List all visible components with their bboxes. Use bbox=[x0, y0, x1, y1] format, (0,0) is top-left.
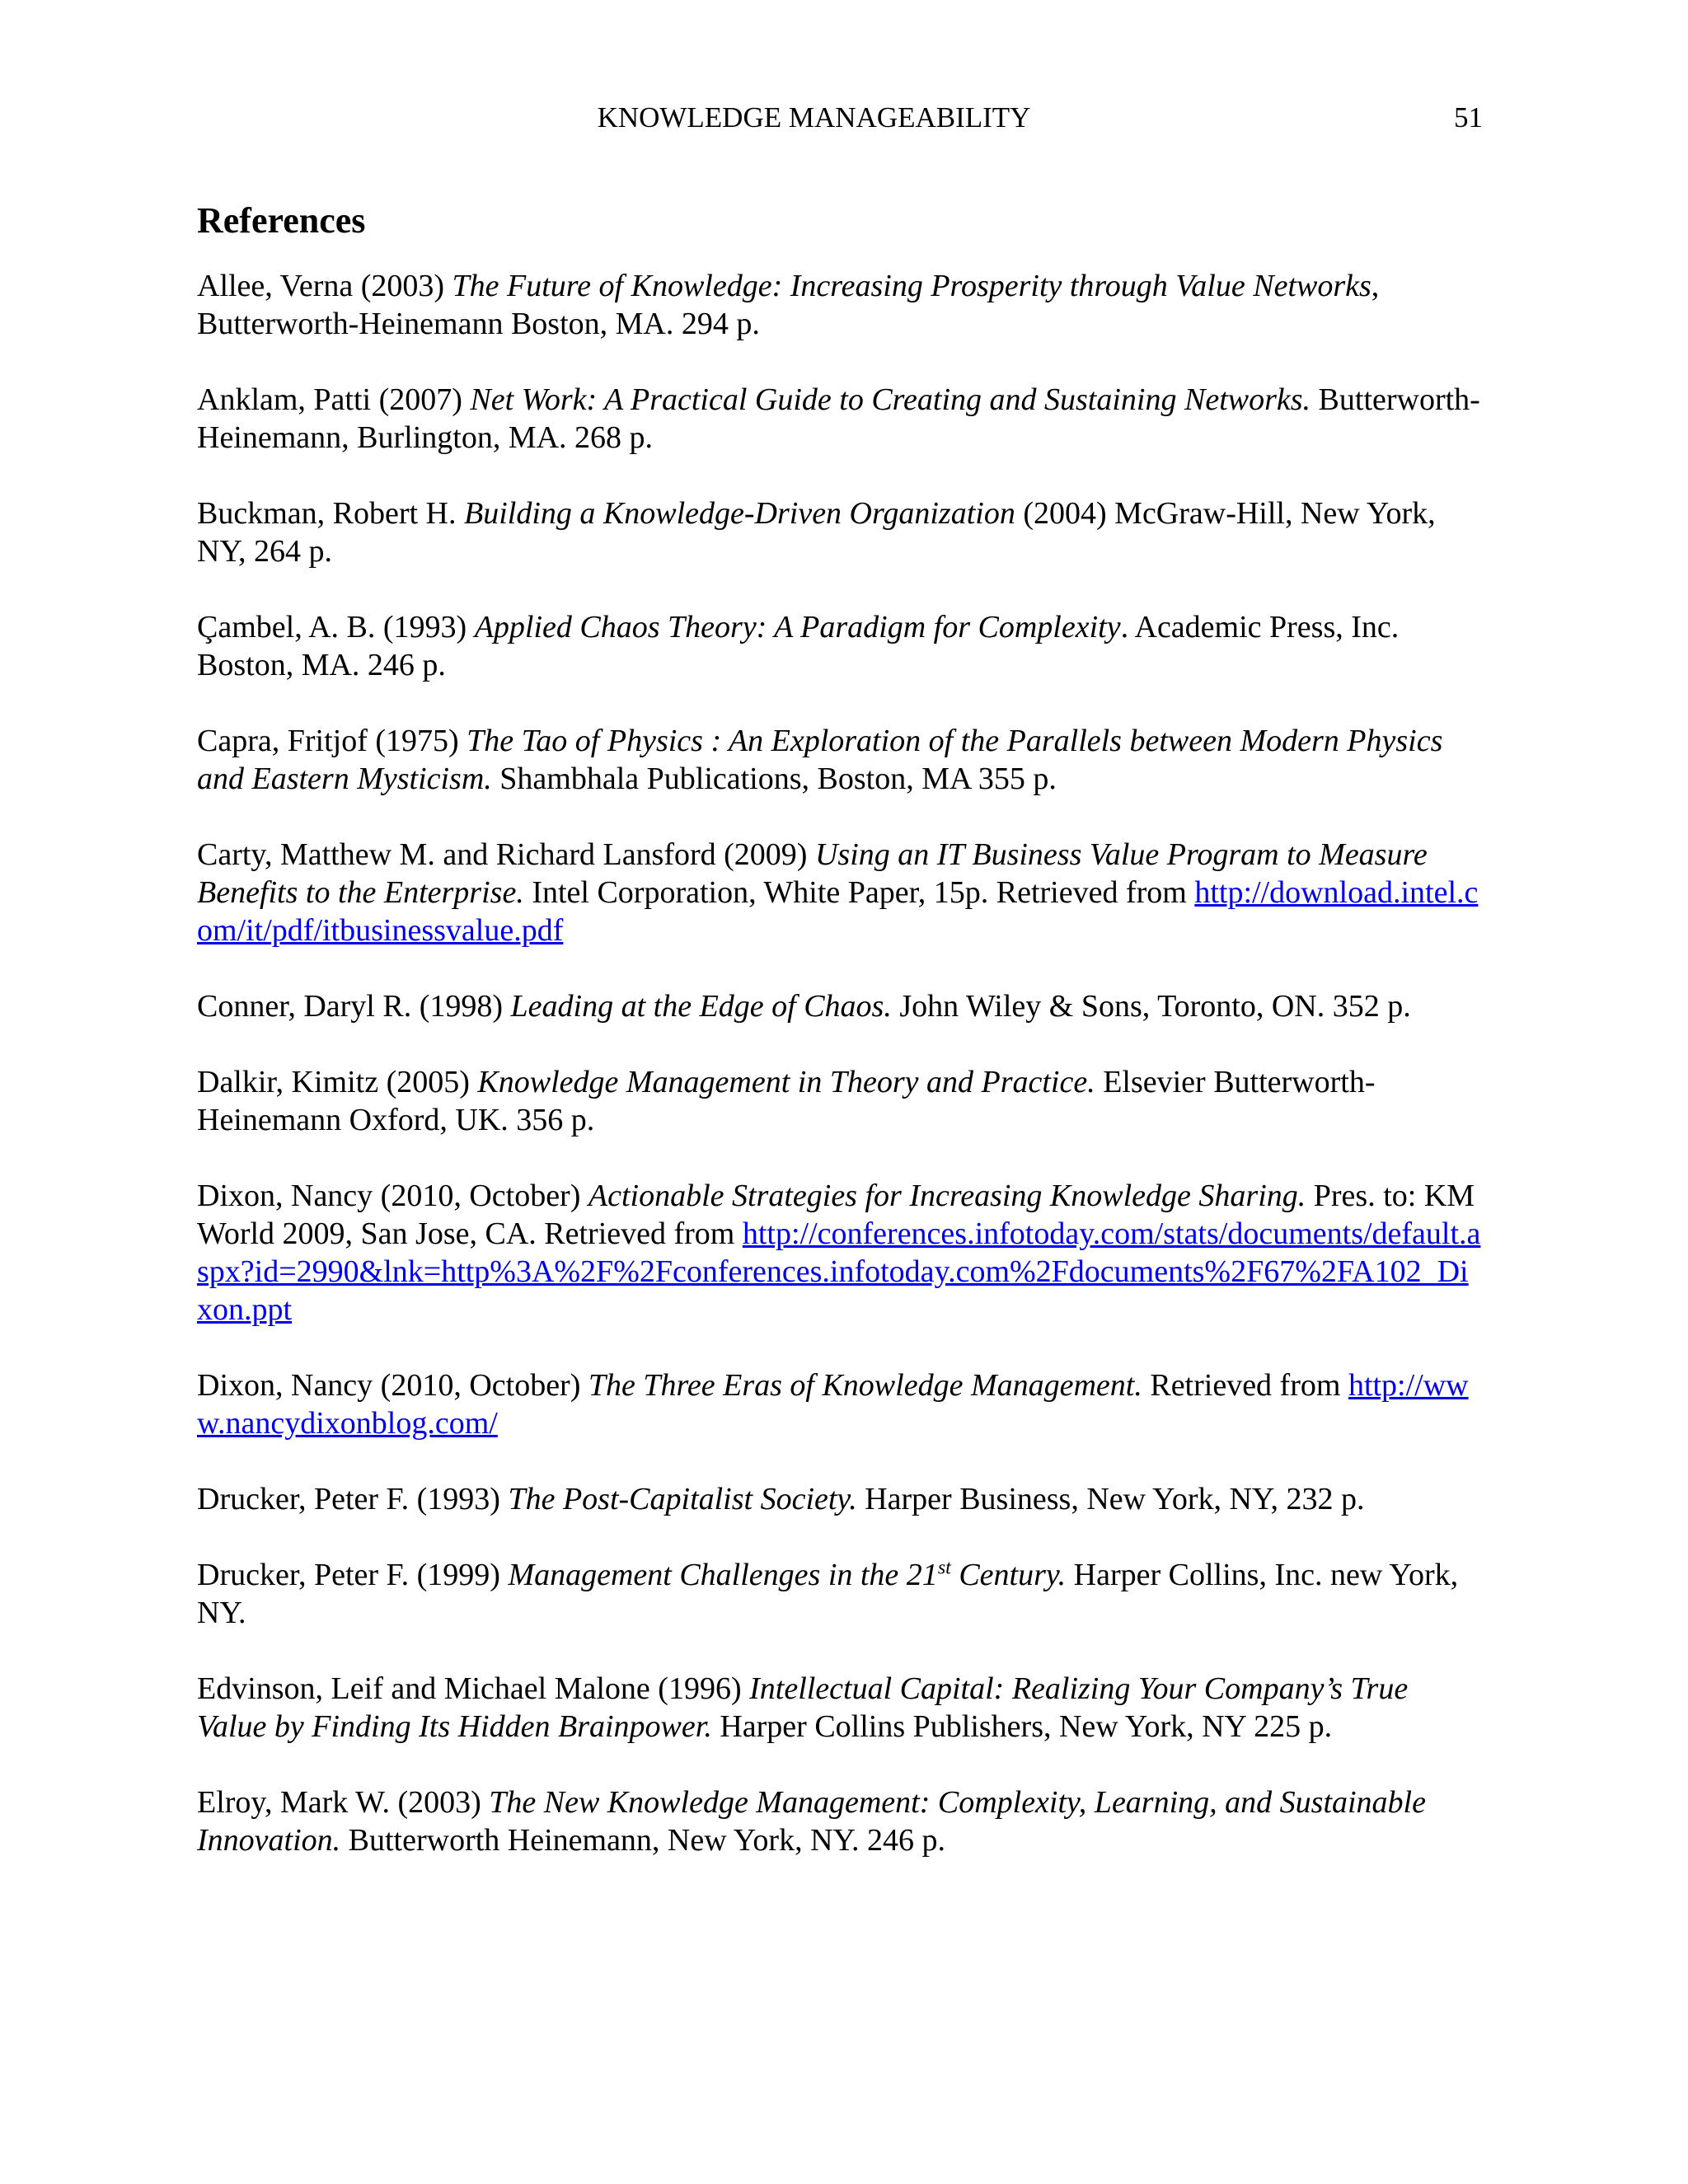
reference-entry bbox=[197, 1670, 1483, 1746]
reference-publisher: , Butterworth-Heinemann Boston, MA. 294 p. bbox=[197, 269, 1380, 341]
reference-author: Drucker, Peter F. (1999) bbox=[197, 1558, 509, 1592]
reference-author: Dalkir, Kimitz (2005) bbox=[197, 1065, 478, 1099]
reference-title bbox=[508, 1558, 1066, 1592]
reference-title: The Three Eras of Knowledge Management. bbox=[588, 1368, 1142, 1403]
reference-title: Leading at the Edge of Chaos. bbox=[510, 989, 892, 1024]
reference-title-start: Management Challenges in the 21 bbox=[508, 1558, 938, 1592]
page-number: 51 bbox=[1454, 101, 1483, 134]
reference-entry bbox=[197, 1177, 1483, 1329]
reference-entry bbox=[197, 1366, 1483, 1442]
reference-publisher: Harper Business, New York, NY, 232 p. bbox=[856, 1482, 1365, 1516]
reference-link[interactable]: http://conferences.infotoday.com/stats/documents/default.aspx?id=2990&lnk=http%3A%2F%2Fconferences.infotoday.com%2Fdocuments%2F67%2FA102_Dixon.ppt bbox=[197, 1216, 1481, 1327]
reference-publisher: Elsevier Butterworth-Heinemann Oxford, UK. 356 p. bbox=[197, 1065, 1376, 1137]
reference-publisher: Harper Collins, Inc. new York, NY. bbox=[197, 1558, 1459, 1630]
reference-author: Buckman, Robert H. bbox=[197, 496, 465, 531]
reference-entry bbox=[197, 1063, 1483, 1139]
reference-entry bbox=[197, 1556, 1483, 1632]
running-title: KNOWLEDGE MANAGEABILITY bbox=[597, 101, 1031, 134]
reference-entry bbox=[197, 267, 1483, 343]
reference-author: Capra, Fritjof (1975) bbox=[197, 724, 467, 758]
reference-entry bbox=[197, 836, 1483, 949]
reference-entry bbox=[197, 722, 1483, 798]
reference-link[interactable]: http://download.intel.com/it/pdf/itbusinessvalue.pdf bbox=[197, 875, 1479, 948]
reference-publisher: . Academic Press, Inc. Boston, MA. 246 p. bbox=[197, 610, 1400, 682]
reference-title: Building a Knowledge-Driven Organization bbox=[464, 496, 1015, 531]
reference-author: Conner, Daryl R. (1998) bbox=[197, 989, 511, 1024]
reference-publisher: Butterworth-Heinemann, Burlington, MA. 268 p. bbox=[197, 382, 1480, 455]
reference-author: Allee, Verna (2003) bbox=[197, 269, 452, 303]
reference-author: Çambel, A. B. (1993) bbox=[197, 610, 475, 644]
reference-entry bbox=[197, 494, 1483, 570]
reference-publisher: Shambhala Publications, Boston, MA 355 p. bbox=[491, 762, 1057, 796]
reference-author: Edvinson, Leif and Michael Malone (1996) bbox=[197, 1671, 750, 1706]
reference-title: The Future of Knowledge: Increasing Prosperity through Value Networks bbox=[452, 269, 1372, 303]
reference-publisher: Intel Corporation, White Paper, 15p. Retrieved from bbox=[523, 875, 1195, 910]
reference-entry bbox=[197, 1783, 1483, 1859]
reference-entry bbox=[197, 987, 1483, 1025]
running-header bbox=[0, 97, 1688, 138]
reference-author: Carty, Matthew M. and Richard Lansford (2009) bbox=[197, 837, 815, 872]
reference-title: The New Knowledge Management: Complexity, Learning, and Sustainable Innovation. bbox=[197, 1785, 1426, 1858]
reference-title: Using an IT Business Value Program to Measure Benefits to the Enterprise. bbox=[197, 837, 1428, 910]
reference-title-end: Century. bbox=[950, 1558, 1067, 1592]
reference-title: The Tao of Physics : An Exploration of the Parallels between Modern Physics and Eastern Mysticism. bbox=[197, 724, 1443, 796]
reference-link[interactable]: http://www.nancydixonblog.com/ bbox=[197, 1368, 1469, 1441]
reference-publisher: John Wiley & Sons, Toronto, ON. 352 p. bbox=[891, 989, 1411, 1024]
reference-author: Anklam, Patti (2007) bbox=[197, 382, 471, 417]
references-section bbox=[197, 196, 1483, 1897]
reference-title: The Post-Capitalist Society. bbox=[508, 1482, 857, 1516]
reference-title: Net Work: A Practical Guide to Creating and Sustaining Networks. bbox=[470, 382, 1311, 417]
reference-publisher: Butterworth Heinemann, New York, NY. 246 p. bbox=[340, 1823, 946, 1858]
reference-author: Dixon, Nancy (2010, October) bbox=[197, 1368, 588, 1403]
reference-title-superscript: st bbox=[937, 1557, 951, 1579]
reference-title: Applied Chaos Theory: A Paradigm for Complexity bbox=[474, 610, 1121, 644]
reference-author: Drucker, Peter F. (1993) bbox=[197, 1482, 509, 1516]
reference-author: Dixon, Nancy (2010, October) bbox=[197, 1179, 588, 1213]
section-heading: References bbox=[197, 200, 366, 241]
reference-title: Actionable Strategies for Increasing Knowledge Sharing. bbox=[588, 1179, 1306, 1213]
reference-title: Knowledge Management in Theory and Practice. bbox=[477, 1065, 1095, 1099]
reference-entry bbox=[197, 1480, 1483, 1518]
reference-title: Intellectual Capital: Realizing Your Company’s True Value by Finding Its Hidden Brainpower. bbox=[197, 1671, 1409, 1744]
reference-publisher: Retrieved from bbox=[1142, 1368, 1348, 1403]
reference-entry bbox=[197, 381, 1483, 457]
reference-publisher: Pres. to: KM World 2009, San Jose, CA. Retrieved from bbox=[197, 1179, 1475, 1251]
reference-entry bbox=[197, 608, 1483, 684]
reference-publisher: (2004) McGraw-Hill, New York, NY, 264 p. bbox=[197, 496, 1436, 569]
reference-publisher: Harper Collins Publishers, New York, NY 225 p. bbox=[711, 1709, 1333, 1744]
reference-author: Elroy, Mark W. (2003) bbox=[197, 1785, 490, 1820]
